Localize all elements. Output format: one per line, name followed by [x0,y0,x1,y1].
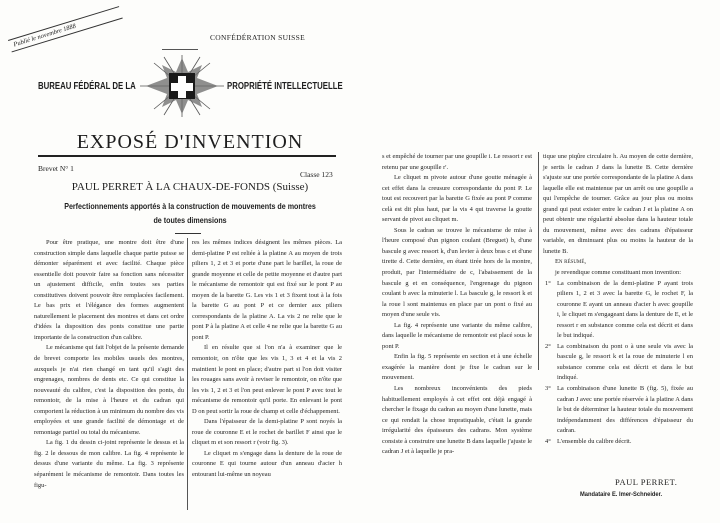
claim-number: 3° [545,385,551,393]
text-column-2 [187,238,342,510]
claim-number: 4° [545,437,551,445]
patent-number: Brevet N° 1 [38,164,74,173]
confederation-heading: CONFÉDÉRATION SUISSE [210,33,305,42]
claims-intro: je revendique comme constituant mon invention: [555,269,682,277]
subtitle-line-2: de toutes dimensions [153,215,227,225]
divider [162,49,198,50]
swiss-cross-emblem-icon [140,55,224,117]
bureau-heading-left: BUREAU FÉDÉRAL DE LA [38,81,136,92]
text-column-4 [538,152,693,445]
paragraph: tique une piqûre circulaire h. Au moyen de cette dernière, je sertis le cadran J dans la lunette B. Cette dernière s'ajuste sur une portée correspondante de la platine A dans laquelle elle est maintenue par un arrêt ou une goupille a qui l'empêche de tourner. Grâce au jour plus ou moins grand qui peut exister entre le cadran J et la platine A on peut obtenir une régularité absolue dans la hauteur totale du mouvement, même avec des cadrans d'épaisseur variable, en diminuant plus ou moins la hauteur de la lunette B. [543,153,693,255]
inventor-heading: PAUL PERRET À LA CHAUX-DE-FONDS (Suisse) [71,181,309,193]
claims-list [543,279,693,448]
text-column-3 [382,152,532,458]
claim-text: La combinaison du pont o à une seule vis avec la bascule g, le ressort k et la roue de minuterie l en substance comme cela est décrit et dans le but indiqué. [557,342,693,382]
document-title: EXPOSÉ D'INVENTION [76,131,304,153]
claim-item [543,384,693,437]
signature: PAUL PERRET. [615,477,678,487]
patent-class: Classe 123 [300,170,333,179]
claim-number: 1° [545,279,551,287]
text-column-1 [34,238,184,491]
bureau-heading-right: PROPRIÉTÉ INTELLECTUELLE [227,81,343,92]
paragraph: Il en résulte que si l'on n'a à examiner que le remontoir, on n'ôte que les vis 1, 3 et 4 et la vis 2 maintient le pont en place; d'autre part si l'on doit visiter les rouages sans avoir à reviser le remontoir, on n'ôte que les vis 1, 2 et 3 et l'on peut enlever le pont P avec tout le mécanisme de remontoir qu'il porte. En enlevant le pont D on peut sortir la roue de champ et celle d'échappement. [192,344,342,415]
paragraph: Sous le cadran se trouve le mécanisme de mise à l'heure composé d'un pignon coulant (Breguet) b, d'une bascule g avec ressort k, d'un levier à deux bras c et d'une tirette d. Cette dernière, en étant tirée hors de la montre, produit, par l'intermédiaire de c, l'abaissement de la bascule g et en conséquence, l'engrenage du pignon coulant b avec la minuterie l. La bascule g, le ressort k et la roue l sont maintenus en place par un pont o fixé au moyen d'une seule vis. [382,226,532,319]
paragraph: Le mécanisme qui fait l'objet de la présente demande de brevet comporte les mobiles usuels des montres, auxquels je n'ai rien changé en tant qu'il s'agit des engrenages, nombres de dents etc. Ce qui constitue la nouveauté du calibre, c'est la disposition des ponts, du remontoir, de la mise à l'heure et du cadran qui comportent la réduction à un minimum du nombre des vis employées et une grande facilité de démontage et de remontage partiel ou total du mécanisme. [34,344,184,436]
paragraph: Le cliquet m s'engage dans la denture de la roue de couronne E qui tourne autour d'un anneau d'acier h entourant lui-même un noyeau [192,449,342,479]
claim-item [543,342,693,384]
paragraph: res les mêmes indices désignent les mêmes pièces. La demi-platine P est reliée à la platine A au moyen de trois piliers 1, 2 et 3 et porte d'une part le barillet, la roue de grande moyenne et celle de petite moyenne et d'autre part le mécanisme de remontoir qui est fixé sur le pont P au moyen de la barette G. Les vis 1 et 3 fixent tout à la fois la barette G au pont P et ce dernier aux piliers correspondants de la platine A. La vis 2 ne relie que le pont P à la platine A et celle 4 ne relie que la barette G au pont P. [192,239,342,341]
paragraph: Les nombreux inconvénients des pieds habituellement employés à cet effet ont déjà engagé à chercher le fixage du cadran au moyen d'une lunette, mais ce qui rendait la chose impratiquable, c'était la grande irrégularité des épaisseurs des cadrans. Mon système consiste à construire une lunette B dans laquelle j'ajuste le cadran J et à laquelle je pra- [382,385,532,456]
claim-number: 2° [545,342,551,350]
paragraph: Enfin la fig. 5 représente en section et à une échelle exagérée la manière dont je fixe le cadran sur le mouvement. [382,353,532,382]
paragraph: Dans l'épaisseur de la demi-platine P sont noyés la roue de couronne E et le rochet de barillet F ainsi que le cliquet m et son ressort r (voir fig. 3). [192,418,342,447]
claim-text: La combinaison d'une lunette B (fig. 5), fixée au cadran J avec une portée réservée à la platine A dans le but de déterminer la hauteur totale du mouvement indépendamment des différences d'épaisseur du cadran. [557,385,693,435]
claim-text: L'ensemble du calibre décrit. [557,437,632,445]
paragraph: La fig. 1 du dessin ci-joint représente le dessus et la fig. 2 le dessous de mon calibre. La fig. 4 représente le dessus d'une variante du même. La fig. 3 représente séparément le mécanisme de remontoir. Dans toutes les figu- [34,439,184,489]
title-divider [38,155,336,157]
paragraph: Pour être pratique, une montre doit être d'une construction simple dans laquelle chaque partie puisse se démonter séparément et avec facilité. Chaque pièce essentielle doit pouvoir faire sa fonction sans nécessiter un ajustement difficile, enfin toutes ses parties constitutives doivent pouvoir être remplacées facilement. Le bas prix et l'élégance des formes augmentent naturellement le placement des montres et dans cet ordre d'idées la disposition des ponts constitue une partie importante de la construction d'un calibre. [34,239,184,341]
paragraph: Le cliquet m pivote autour d'une goutte ménagée à cet effet dans la creusure correspondante du pont P. Le tout est recouvert par la barette G fixée au pont P comme celà est dit plus haut, par la vis 4 qui traverse la goutte servant de pivot au cliquet m. [382,174,532,224]
subtitle-line-1: Perfectionnements apportés à la construction de mouvements de montres [64,201,316,211]
paragraph: La fig. 4 représente une variante du même calibre, dans laquelle le mécanisme de remontoir est placé sous le pont P. [382,321,532,350]
claim-item [543,437,693,448]
publication-stamp: Publié le novembre 1888 [8,6,123,52]
summary-heading: En résumé, [555,258,587,266]
invention-subtitle [0,199,380,227]
claim-item [543,279,693,342]
claim-text: La combinaison de la demi-platine P ayant trois piliers 1, 2 et 3 avec la barette G, le rochet F, la couronne E ayant un anneau d'acier h avec goupille i, le cliquet m s'engageant dans la denture de E, et le ressort r en substance comme cela est décrit et dans le but indiqué. [557,279,693,340]
subtitle-divider [175,233,201,234]
paragraph: s et empêché de tourner par une goupille i. Le ressort r est retenu par une goupille r'. [382,153,532,171]
agent-line: Mandataire E. Imer-Schneider. [580,491,663,498]
